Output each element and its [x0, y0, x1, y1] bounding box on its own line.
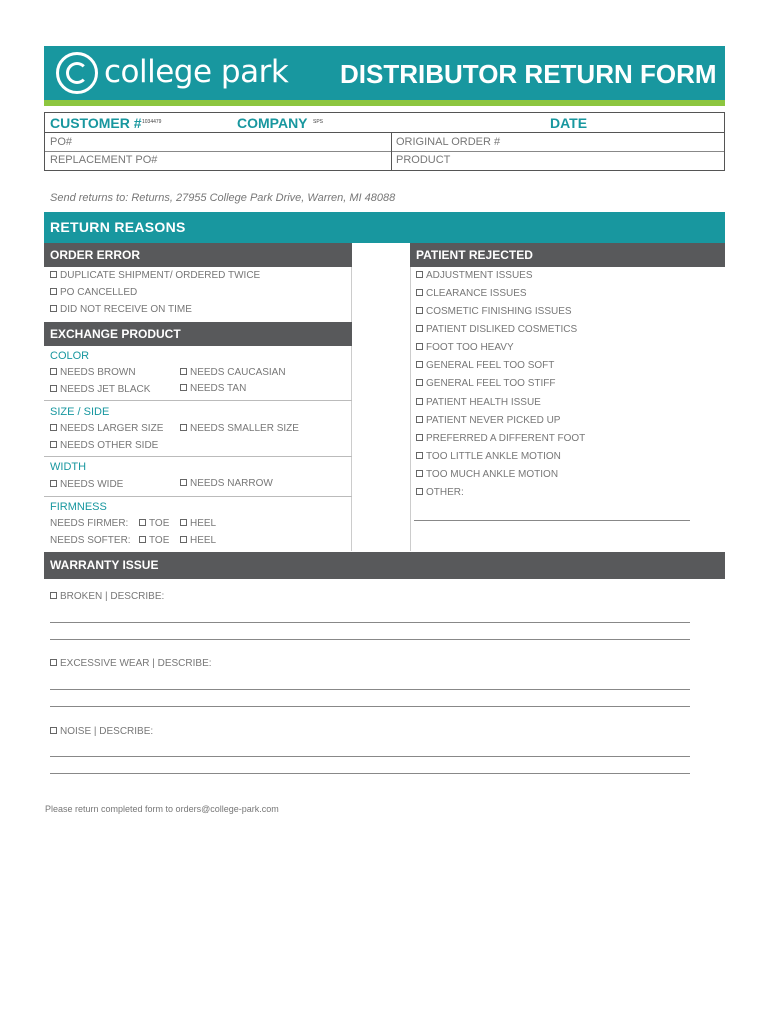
checkbox-icon[interactable]: [50, 480, 57, 487]
patient-rejected-header: [410, 243, 725, 267]
warranty-noise-option[interactable]: NOISE | DESCRIBE:: [50, 725, 153, 739]
header-accent-stripe: [44, 100, 725, 106]
firmness-label: FIRMNESS: [50, 501, 107, 513]
warranty-broken-option[interactable]: BROKEN | DESCRIBE:: [50, 590, 164, 604]
patient-rejected-item[interactable]: GENERAL FEEL TOO STIFF: [416, 377, 555, 391]
softer-toe-option[interactable]: TOE: [139, 534, 169, 548]
checkbox-icon[interactable]: [139, 536, 146, 543]
customer-label: CUSTOMER #: [50, 115, 142, 131]
patient-rejected-item[interactable]: GENERAL FEEL TOO SOFT: [416, 359, 554, 373]
checkbox-icon[interactable]: [416, 416, 423, 423]
checkbox-icon[interactable]: [50, 305, 57, 312]
patient-rejected-item[interactable]: ADJUSTMENT ISSUES: [416, 269, 533, 283]
product-label: PRODUCT: [396, 154, 451, 166]
checkbox-icon[interactable]: [50, 592, 57, 599]
checkbox-icon[interactable]: [416, 307, 423, 314]
order-error-item[interactable]: DID NOT RECEIVE ON TIME: [50, 303, 192, 317]
order-error-header: [44, 243, 352, 267]
return-reasons-title: RETURN REASONS: [50, 219, 186, 235]
warranty-excessive-wear-option[interactable]: EXCESSIVE WEAR | DESCRIBE:: [50, 657, 212, 671]
checkbox-icon[interactable]: [50, 441, 57, 448]
describe-line[interactable]: [50, 706, 690, 707]
size-option[interactable]: NEEDS LARGER SIZE: [50, 422, 163, 436]
original-order-label: ORIGINAL ORDER #: [396, 136, 501, 148]
checkbox-icon[interactable]: [416, 325, 423, 332]
color-option[interactable]: NEEDS CAUCASIAN: [180, 366, 286, 380]
width-option[interactable]: NEEDS WIDE: [50, 478, 123, 492]
size-option[interactable]: NEEDS OTHER SIDE: [50, 439, 158, 453]
order-error-item[interactable]: PO CANCELLED: [50, 286, 137, 300]
color-label: COLOR: [50, 350, 90, 362]
info-divider: [44, 132, 725, 133]
info-right-border: [724, 112, 725, 170]
patient-rejected-item[interactable]: PATIENT HEALTH ISSUE: [416, 396, 541, 410]
checkbox-icon[interactable]: [180, 479, 187, 486]
patient-rejected-item[interactable]: TOO LITTLE ANKLE MOTION: [416, 450, 561, 464]
patient-rejected-item[interactable]: PATIENT DISLIKED COSMETICS: [416, 323, 577, 337]
describe-line[interactable]: [50, 756, 690, 757]
info-left-border: [44, 112, 45, 170]
other-write-in-line[interactable]: [414, 520, 690, 521]
patient-rejected-other[interactable]: OTHER:: [416, 486, 464, 500]
checkbox-icon[interactable]: [50, 727, 57, 734]
column-gap: [352, 243, 410, 267]
size-side-label: SIZE / SIDE: [50, 406, 110, 418]
exchange-product-title: EXCHANGE PRODUCT: [50, 327, 181, 341]
checkbox-icon[interactable]: [416, 434, 423, 441]
checkbox-icon[interactable]: [50, 424, 57, 431]
section-divider: [44, 456, 352, 457]
patient-rejected-item[interactable]: PATIENT NEVER PICKED UP: [416, 414, 560, 428]
checkbox-icon[interactable]: [416, 452, 423, 459]
po-label: PO#: [50, 136, 73, 148]
checkbox-icon[interactable]: [416, 289, 423, 296]
patient-rejected-item[interactable]: COSMETIC FINISHING ISSUES: [416, 305, 572, 319]
section-divider: [44, 496, 352, 497]
warranty-header: [44, 552, 725, 579]
info-mid-border: [391, 132, 392, 170]
width-option[interactable]: NEEDS NARROW: [180, 477, 273, 491]
column-gap: [352, 246, 410, 551]
order-error-title: ORDER ERROR: [50, 248, 141, 262]
info-divider: [44, 151, 725, 152]
checkbox-icon[interactable]: [50, 271, 57, 278]
describe-line[interactable]: [50, 773, 690, 774]
checkbox-icon[interactable]: [416, 343, 423, 350]
patient-rejected-item[interactable]: PREFERRED A DIFFERENT FOOT: [416, 432, 585, 446]
logo-text: college park: [104, 54, 289, 90]
patient-rejected-item[interactable]: FOOT TOO HEAVY: [416, 341, 514, 355]
color-option[interactable]: NEEDS JET BLACK: [50, 383, 150, 397]
right-column-border: [410, 267, 411, 551]
section-divider: [44, 400, 352, 401]
checkbox-icon[interactable]: [180, 519, 187, 526]
checkbox-icon[interactable]: [416, 361, 423, 368]
softer-heel-option[interactable]: HEEL: [180, 534, 216, 548]
date-label: DATE: [550, 115, 588, 131]
checkbox-icon[interactable]: [50, 659, 57, 666]
replacement-po-label: REPLACEMENT PO#: [50, 154, 158, 166]
describe-line[interactable]: [50, 689, 690, 690]
firmer-heel-option[interactable]: HEEL: [180, 517, 216, 531]
checkbox-icon[interactable]: [50, 368, 57, 375]
customer-field[interactable]: 1034479: [142, 119, 162, 125]
order-error-item[interactable]: DUPLICATE SHIPMENT/ ORDERED TWICE: [50, 269, 260, 283]
needs-softer-label: NEEDS SOFTER:: [50, 535, 131, 546]
color-option[interactable]: NEEDS TAN: [180, 382, 246, 396]
company-label: COMPANY: [237, 115, 308, 131]
form-title: DISTRIBUTOR RETURN FORM: [340, 59, 717, 89]
checkbox-icon[interactable]: [180, 368, 187, 375]
size-option[interactable]: NEEDS SMALLER SIZE: [180, 422, 299, 436]
width-label: WIDTH: [50, 461, 87, 473]
exchange-product-header: [44, 322, 352, 346]
patient-rejected-item[interactable]: CLEARANCE ISSUES: [416, 287, 527, 301]
patient-rejected-item[interactable]: TOO MUCH ANKLE MOTION: [416, 468, 558, 482]
checkbox-icon[interactable]: [416, 488, 423, 495]
info-bottom-border: [44, 170, 725, 171]
info-top-border: [44, 112, 725, 113]
firmer-toe-option[interactable]: TOE: [139, 517, 169, 531]
checkbox-icon[interactable]: [416, 398, 423, 405]
checkbox-icon[interactable]: [416, 470, 423, 477]
checkbox-icon[interactable]: [180, 384, 187, 391]
warranty-title: WARRANTY ISSUE: [50, 558, 159, 572]
color-option[interactable]: NEEDS BROWN: [50, 366, 136, 380]
checkbox-icon[interactable]: [139, 519, 146, 526]
needs-firmer-label: NEEDS FIRMER:: [50, 518, 129, 529]
checkbox-icon[interactable]: [180, 536, 187, 543]
company-field[interactable]: SPS: [313, 119, 324, 125]
patient-rejected-title: PATIENT REJECTED: [416, 248, 533, 262]
send-returns-address: Send returns to: Returns, 27955 College Park Drive, Warren, MI 48088: [50, 192, 396, 204]
checkbox-icon[interactable]: [416, 271, 423, 278]
checkbox-icon[interactable]: [50, 385, 57, 392]
describe-line[interactable]: [50, 622, 690, 623]
checkbox-icon[interactable]: [180, 424, 187, 431]
footer-note: Please return completed form to orders@college-park.com: [45, 804, 279, 814]
logo-c-icon: [66, 62, 88, 84]
checkbox-icon[interactable]: [50, 288, 57, 295]
checkbox-icon[interactable]: [416, 379, 423, 386]
describe-line[interactable]: [50, 639, 690, 640]
